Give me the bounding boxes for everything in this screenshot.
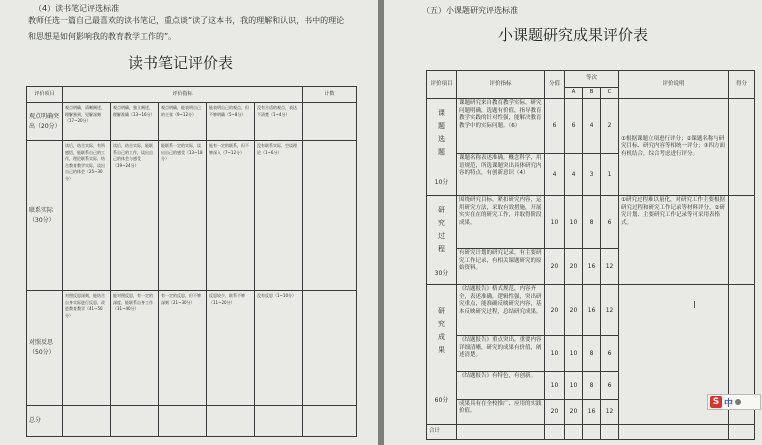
header-item: 评价项目 [427, 71, 457, 99]
table-header-row [427, 71, 755, 88]
table-cell [255, 406, 303, 437]
category-label: 课题选题 [438, 109, 445, 157]
indicator-cell: 课题名称表述准确，概念科学，用语规范，所选课题突出具体研究内容的特点，有创新意识（4） [457, 154, 545, 196]
grade-c-cell: 12 [601, 399, 619, 424]
project-outcome-table [426, 70, 755, 440]
table-cell [729, 425, 755, 440]
indicator-cell: 《结题报告》有特色，有创新。 [457, 372, 545, 400]
score-cell: 6 [545, 99, 565, 154]
table-cell [583, 425, 601, 440]
left-intro-paragraph: 教师任选一篇自己最喜欢的读书笔记，重点谈“读了这本书，我的理解和认识，书中的理论和思想是如何影响我的教育教学工作的”。 [28, 16, 345, 41]
category-points: 10分 [434, 179, 449, 187]
grade-b-cell: 3 [583, 154, 601, 196]
grade-c-cell: 6 [601, 336, 619, 372]
score-cell: 10 [545, 372, 565, 400]
indicator-cell: 《结题报告》格式规范，内容齐全，表述准确，逻辑性强，突出研究重点，能准确反映研究内容，基本反映研究过程，总结研究成果。 [457, 285, 545, 336]
total-cell [729, 196, 755, 285]
row-dimension: 对照反思（50分） [27, 291, 63, 406]
grade-b-cell: 16 [583, 285, 601, 336]
table-row [427, 99, 755, 154]
left-section-heading: （4）读书笔记评选标准 [34, 4, 120, 13]
table-cell: 读后，结合实际，有所感悟，能联系自己的工作，理论联系实际，结合教育教学实际，谈出自己的体会（25~30分） [63, 141, 111, 291]
grade-a-cell: 6 [565, 99, 583, 154]
score-cell: 10 [545, 196, 565, 249]
header-total: 得分 [729, 71, 755, 99]
table-cell: 能联系一定的实际，谈出自己的感受（13~18分） [159, 141, 207, 291]
text-cursor-icon: I [693, 300, 696, 311]
table-cell [619, 425, 729, 440]
table-cell: 没有反思（1~10分） [255, 291, 303, 406]
category-cell [427, 285, 457, 425]
table-cell: 对照反思深刻，能结合自身实际进行反思，改进教育教学（41~50分） [63, 291, 111, 406]
row-dimension: 总分 [27, 406, 63, 437]
score-cell: 20 [545, 399, 565, 424]
table-row [27, 141, 357, 291]
grade-a-cell: 10 [565, 372, 583, 400]
table-cell: 没有联系实际，空谈理论（1~6分） [255, 141, 303, 291]
table-header-row [27, 87, 357, 103]
grade-c-cell: 6 [601, 372, 619, 400]
table-cell: 能表明自己的观点，但不够明确（5~8分） [207, 103, 255, 141]
category-label: 研究成果 [438, 306, 445, 354]
grade-a: A [565, 87, 583, 98]
grade-c-cell: 1 [601, 154, 619, 196]
score-cell: 20 [545, 285, 565, 336]
table-row [427, 425, 755, 440]
indicator-cell: 成果具有在全校推广、应用的实践价值。 [457, 399, 545, 424]
grade-b-cell: 4 [583, 99, 601, 154]
header-grade: 等次 [565, 71, 619, 88]
header-indicator: 评价指标 [457, 71, 545, 99]
total-label: 合计 [427, 425, 457, 440]
indicator-cell: 有研究计划的研究记录，有主要研究工作记录，有相关课题研究的原始资料。 [457, 249, 545, 285]
grade-c: C [601, 87, 619, 98]
ime-language-toggle[interactable]: 中 [724, 398, 734, 409]
category-points: 30分 [434, 269, 449, 277]
table-row [427, 285, 755, 336]
right-document-page [384, 0, 762, 445]
score-cell: 4 [545, 154, 565, 196]
category-points: 60分 [434, 396, 449, 404]
table-cell [303, 103, 357, 141]
grade-b-cell: 8 [583, 372, 601, 400]
grade-a-cell: 10 [565, 196, 583, 249]
table-cell: 观点明确，独立阐述，理解准确（13~16分） [111, 103, 159, 141]
grade-a-cell: 10 [565, 336, 583, 372]
note-cell: ①研究过程难以量化，对研究工作主要根据研究过程和研究工作记录等材料评分。②研究计划、主要研究工作记录等可采用表格式。 [619, 196, 729, 285]
right-page-title: 小课题研究成果评价表 [498, 26, 649, 44]
table-cell: 有一定的反思，但不够深刻（21~30分） [159, 291, 207, 406]
grade-c-cell: 12 [601, 285, 619, 336]
grade-c-cell: 12 [601, 249, 619, 285]
grade-b-cell: 8 [583, 196, 601, 249]
header-indicator: 评价指标 [63, 87, 303, 103]
table-cell: 反思较少，联系不够（11~20分） [207, 291, 255, 406]
table-cell [303, 291, 357, 406]
left-document-page [0, 0, 378, 445]
indicator-cell: 《结题报告》重点突出，重要内容详细清晰，研究的成果有价值，阐述清楚。 [457, 336, 545, 372]
grade-c-cell: 6 [601, 196, 619, 249]
header-count: 计数 [303, 87, 357, 103]
table-cell [303, 406, 357, 437]
grade-a-cell: 20 [565, 249, 583, 285]
header-score: 分值 [545, 71, 565, 99]
indicator-cell: 课题研究来自教育教学实际，研究问题明确，选题有价值，指导教育教学实践的针对性强，能解决教育教学中的实际问题。（6） [457, 99, 545, 154]
row-dimension: 联系实际（30分） [27, 141, 63, 291]
table-cell: 观点明确，清晰阐述，理解独到，见解深刻（17~20分） [63, 103, 111, 141]
grade-b-cell: 16 [583, 249, 601, 285]
ime-logo-icon[interactable]: S [710, 396, 722, 408]
grade-b-cell: 16 [583, 399, 601, 424]
total-cell [729, 99, 755, 196]
grade-b: B [583, 87, 601, 98]
reading-notes-table [26, 86, 357, 437]
table-cell: 能对照反思，有一定的深度，能联系自身工作（31~40分） [111, 291, 159, 406]
left-page-title: 读书笔记评价表 [128, 54, 234, 72]
table-cell: 能有一定的联系，但不够深入（7~12分） [207, 141, 255, 291]
score-cell: 20 [545, 249, 565, 285]
table-cell [601, 425, 619, 440]
table-row [27, 103, 357, 141]
header-note: 评价说明 [619, 71, 729, 99]
ime-toolbar[interactable] [707, 394, 761, 410]
table-cell [111, 406, 159, 437]
score-cell: 10 [545, 336, 565, 372]
category-cell [427, 99, 457, 196]
table-cell [545, 425, 565, 440]
table-cell [457, 425, 545, 440]
grade-c-cell: 2 [601, 99, 619, 154]
category-label: 研究过程 [438, 205, 445, 253]
note-cell: ①根据课题立项进行评分；②课题名称与研究目标、研究内容等相统一评分；③四方面有机结合，综合考虑进行评分。 [619, 99, 729, 196]
header-item: 评价项目 [27, 87, 63, 103]
table-cell: 读后，结合实际，能联系自己的工作，谈出自己的体会与感受（19~24分） [111, 141, 159, 291]
grade-a-cell: 4 [565, 154, 583, 196]
grade-a-cell: 20 [565, 285, 583, 336]
table-cell [565, 425, 583, 440]
table-row [27, 291, 357, 406]
category-cell [427, 196, 457, 285]
grade-b-cell: 8 [583, 336, 601, 372]
table-cell [159, 406, 207, 437]
table-cell [207, 406, 255, 437]
table-cell [63, 406, 111, 437]
right-section-heading: （五）小课题研究评选标准 [422, 6, 518, 15]
indicator-cell: 围绕研究目标，紧扣研究内容，运用研究方法，采取有效措施，开展实实在在的研究工作，并取得阶段成果。 [457, 196, 545, 249]
table-cell [303, 141, 357, 291]
table-cell: 观点明确，能表明自己的主张（9~12分） [159, 103, 207, 141]
table-row [427, 196, 755, 249]
table-cell: 没有合适的观点，表达不清楚（1~4分） [255, 103, 303, 141]
grade-a-cell: 20 [565, 399, 583, 424]
ime-punctuation-icon[interactable] [735, 399, 741, 405]
table-row [27, 406, 357, 437]
row-dimension: 观点明确突出（20分） [27, 103, 63, 141]
